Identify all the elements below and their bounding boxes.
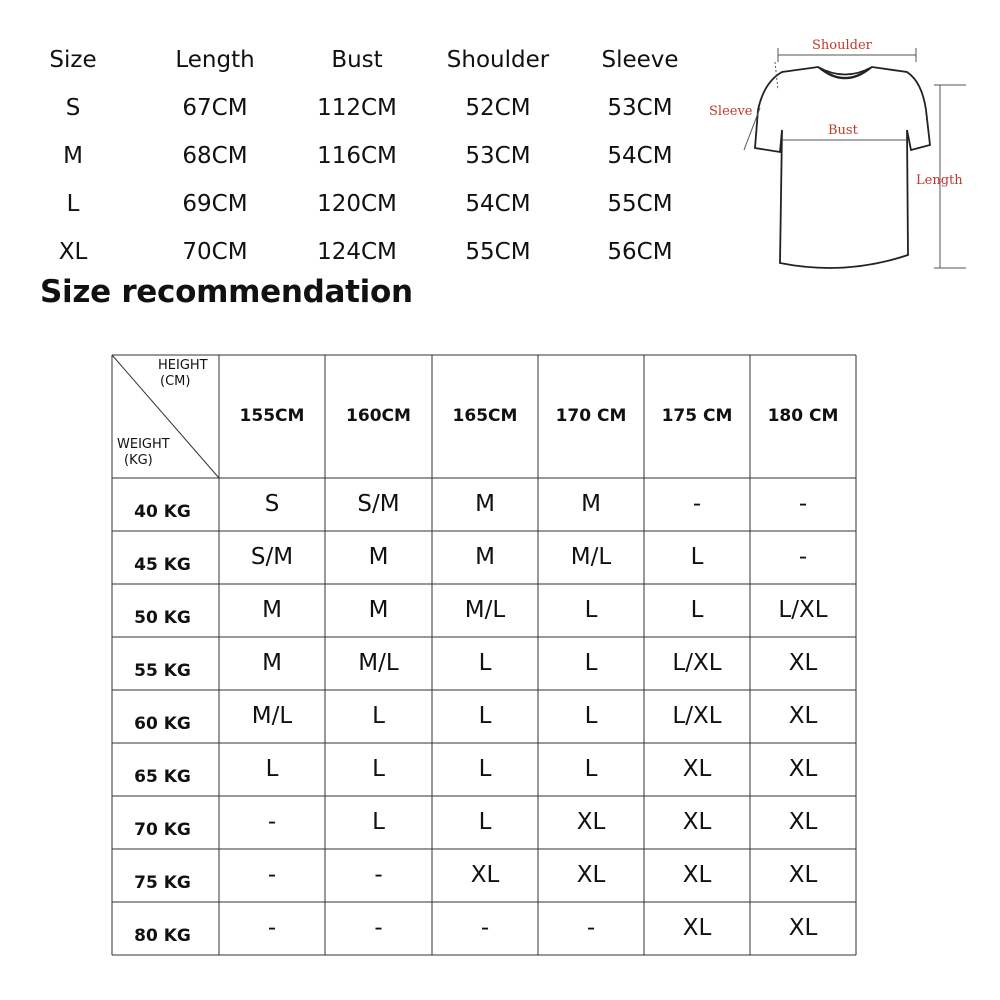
size-recommendation-title: Size recommendation <box>40 274 413 310</box>
recommended-size-cell: - <box>267 809 277 835</box>
recommended-size-cell: XL <box>788 756 818 782</box>
recommended-size-cell: L/XL <box>672 650 722 676</box>
size-chart-value: 69CM <box>182 191 248 217</box>
size-chart-header: Bust <box>331 47 383 73</box>
height-column-header: 180 CM <box>767 406 839 426</box>
size-chart-value: 53CM <box>465 143 531 169</box>
recommended-size-cell: XL <box>788 862 818 888</box>
recommended-size-cell: XL <box>576 809 606 835</box>
size-chart-value: 56CM <box>607 239 673 265</box>
size-chart-value: 68CM <box>182 143 248 169</box>
recommended-size-cell: L <box>265 756 279 782</box>
recommended-size-cell: XL <box>682 756 712 782</box>
weight-row-header: 75 KG <box>134 873 191 893</box>
recommended-size-cell: - <box>798 491 808 517</box>
recommended-size-cell: XL <box>682 809 712 835</box>
recommended-size-cell: L <box>478 756 492 782</box>
height-column-header: 160CM <box>346 406 411 426</box>
recommended-size-cell: XL <box>576 862 606 888</box>
recommended-size-cell: - <box>267 915 277 941</box>
size-chart-value: 53CM <box>607 95 673 121</box>
recommended-size-cell: S <box>264 491 280 517</box>
recommended-size-cell: M <box>262 597 282 623</box>
recommended-size-cell: XL <box>788 703 818 729</box>
recommended-size-cell: XL <box>682 915 712 941</box>
recommended-size-cell: M <box>475 544 495 570</box>
corner-weight-label: WEIGHT <box>117 437 170 452</box>
recommended-size-cell: S/M <box>357 491 400 517</box>
recommended-size-cell: M <box>262 650 282 676</box>
recommended-size-cell: L/XL <box>672 703 722 729</box>
size-chart-header: Shoulder <box>446 47 550 73</box>
size-chart-value: 52CM <box>465 95 531 121</box>
recommended-size-cell: L <box>584 597 598 623</box>
height-column-header: 170 CM <box>555 406 627 426</box>
recommended-size-cell: L <box>584 756 598 782</box>
recommended-size-cell: M/L <box>570 544 612 570</box>
recommended-size-cell: - <box>480 915 490 941</box>
size-chart-size-label: XL <box>58 239 88 265</box>
recommended-size-cell: M <box>368 544 389 570</box>
size-chart-header: Length <box>175 47 255 73</box>
recommended-size-cell: - <box>374 862 383 888</box>
weight-row-header: 65 KG <box>134 767 191 787</box>
recommended-size-cell: M/L <box>464 597 506 623</box>
weight-row-header: 60 KG <box>134 714 191 734</box>
sleeve-label: Sleeve <box>709 104 753 119</box>
recommended-size-cell: M <box>368 597 389 623</box>
recommended-size-cell: - <box>692 491 702 517</box>
size-chart-value: 112CM <box>317 95 397 121</box>
recommended-size-cell: L <box>478 650 492 676</box>
recommended-size-cell: - <box>374 915 383 941</box>
size-chart-value: 55CM <box>465 239 531 265</box>
recommended-size-cell: - <box>267 862 277 888</box>
recommended-size-cell: L <box>478 703 492 729</box>
recommended-size-cell: L <box>372 756 385 782</box>
recommended-size-cell: XL <box>788 915 818 941</box>
recommended-size-cell: L/XL <box>778 597 828 623</box>
recommended-size-cell: L <box>372 809 385 835</box>
recommended-size-cell: L <box>478 809 492 835</box>
size-chart-value: 55CM <box>607 191 673 217</box>
recommended-size-cell: XL <box>682 862 712 888</box>
size-chart-header: Size <box>49 47 97 73</box>
size-chart-value: 116CM <box>317 143 397 169</box>
size-chart-value: 120CM <box>317 191 397 217</box>
size-chart-size-label: L <box>66 191 80 217</box>
size-chart-size-label: S <box>65 95 81 121</box>
size-chart-value: 54CM <box>465 191 531 217</box>
length-label: Length <box>916 173 963 188</box>
recommended-size-cell: XL <box>788 809 818 835</box>
recommended-size-cell: - <box>798 544 808 570</box>
corner-height-unit: (CM) <box>160 374 191 389</box>
weight-row-header: 50 KG <box>134 608 191 628</box>
size-chart-value: 70CM <box>182 239 248 265</box>
recommended-size-cell: M <box>475 491 495 517</box>
recommended-size-cell: M/L <box>251 703 293 729</box>
shoulder-label: Shoulder <box>812 38 872 53</box>
size-chart-size-label: M <box>63 143 83 169</box>
recommended-size-cell: L <box>690 544 704 570</box>
corner-height-label: HEIGHT <box>158 358 208 373</box>
size-chart-value: 54CM <box>607 143 673 169</box>
size-chart-value: 67CM <box>182 95 248 121</box>
height-column-header: 175 CM <box>661 406 733 426</box>
recommended-size-cell: M <box>581 491 601 517</box>
height-column-header: 155CM <box>239 406 305 426</box>
weight-row-header: 80 KG <box>134 926 191 946</box>
recommended-size-cell: M/L <box>358 650 399 676</box>
recommended-size-cell: - <box>586 915 596 941</box>
corner-weight-unit: (KG) <box>124 453 153 468</box>
weight-row-header: 70 KG <box>134 820 191 840</box>
weight-row-header: 45 KG <box>134 555 191 575</box>
recommended-size-cell: XL <box>470 862 500 888</box>
bust-label: Bust <box>828 123 858 138</box>
recommended-size-cell: L <box>584 703 598 729</box>
size-chart-header: Sleeve <box>601 47 679 73</box>
corner-diagonal-line <box>112 355 219 478</box>
recommended-size-cell: L <box>690 597 704 623</box>
height-column-header: 165CM <box>452 406 518 426</box>
size-chart-value: 124CM <box>317 239 397 265</box>
recommended-size-cell: L <box>372 703 385 729</box>
recommended-size-cell: S/M <box>250 544 294 570</box>
weight-row-header: 55 KG <box>134 661 191 681</box>
weight-row-header: 40 KG <box>134 502 191 522</box>
recommended-size-cell: L <box>584 650 598 676</box>
recommended-size-cell: XL <box>788 650 818 676</box>
